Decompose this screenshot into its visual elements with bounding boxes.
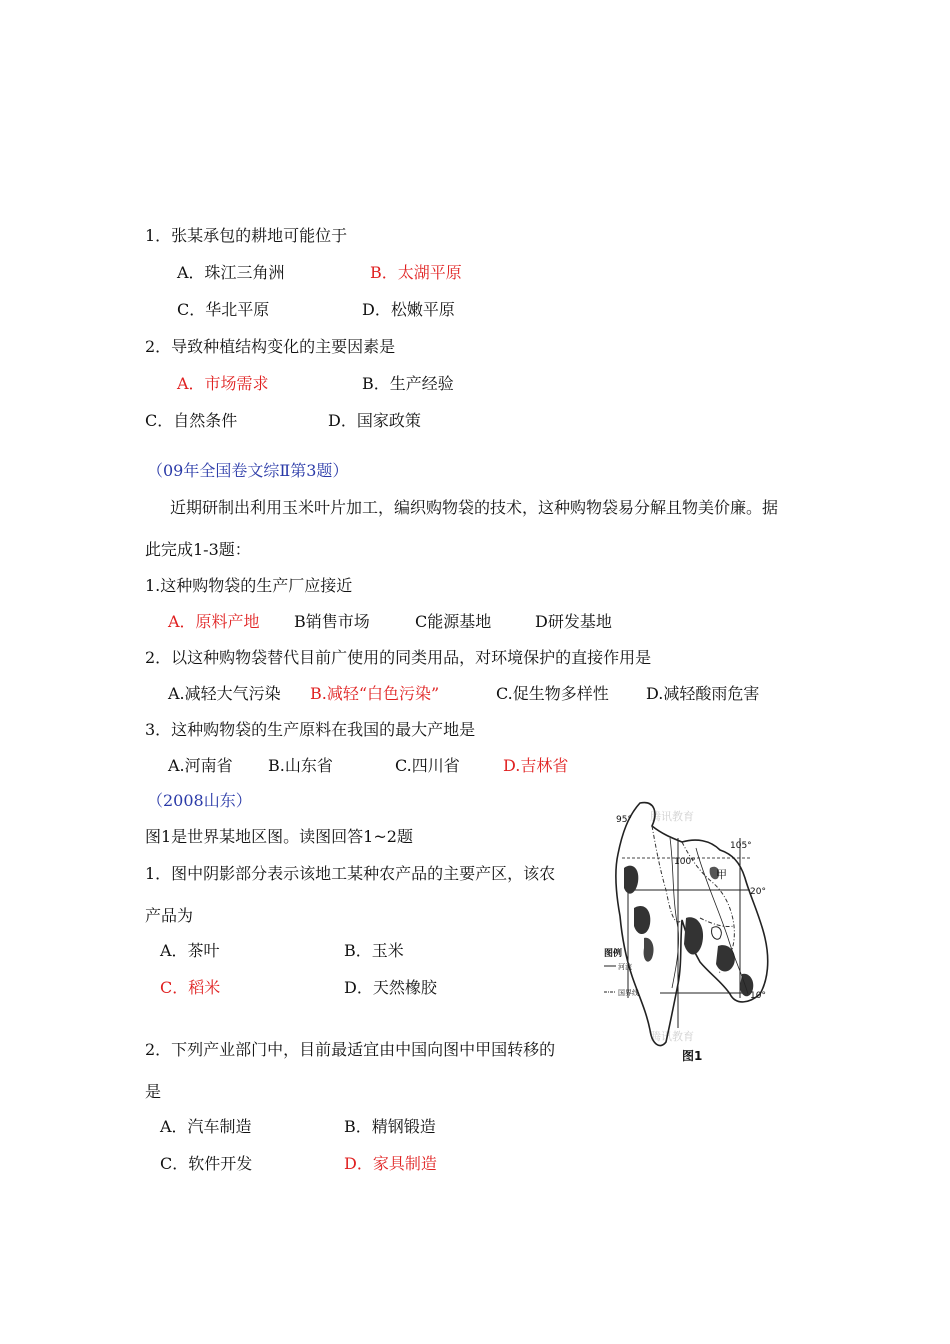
shaded-area — [634, 906, 650, 934]
option-c-answer: C．稻米 — [160, 978, 221, 997]
option-a-answer: A．原料产地 — [168, 612, 260, 631]
legend-border-label: 国界线 — [618, 989, 639, 997]
lake — [712, 927, 722, 940]
option-a-answer: A．市场需求 — [177, 374, 269, 393]
option-a: A．珠江三角洲 — [177, 263, 285, 282]
question-2-stem: 2．导致种植结构变化的主要因素是 — [145, 337, 396, 356]
shaded-area — [684, 917, 703, 954]
option-a: A.减轻大气污染 — [168, 684, 281, 703]
question-2-stem: 2．以这种购物袋替代目前广使用的同类用品，对环境保护的直接作用是 — [145, 648, 652, 667]
longitude-label: 95° — [616, 815, 632, 825]
figure-caption: 图1 — [682, 1049, 703, 1063]
longitude-label: 105° — [730, 841, 752, 851]
option-d: D研发基地 — [535, 612, 612, 631]
country-label: 甲 — [716, 868, 727, 881]
option-d: D．国家政策 — [328, 411, 421, 430]
option-c: C.促生物多样性 — [496, 684, 609, 703]
option-d: D．天然橡胶 — [344, 978, 437, 997]
option-d-answer: D.吉林省 — [503, 756, 569, 775]
question-2-stem: 2．下列产业部门中，目前最适宜由中国向图中甲国转移的 — [145, 1040, 556, 1059]
longitude-label: 100° — [674, 857, 696, 867]
option-b-answer: B.减轻“白色污染” — [310, 684, 440, 703]
source-label: （2008山东） — [147, 791, 252, 810]
option-d-answer: D．家具制造 — [344, 1154, 437, 1173]
option-b-answer: B．太湖平原 — [370, 263, 462, 282]
figure-intro: 图1是世界某地区图。读图回答1~2题 — [145, 827, 413, 846]
watermark-text: 腾讯教育 — [650, 1030, 694, 1043]
option-a: A.河南省 — [168, 756, 233, 775]
question-3-stem: 3．这种购物袋的生产原料在我国的最大产地是 — [145, 720, 476, 739]
option-a: A．汽车制造 — [160, 1117, 252, 1136]
option-c: C．自然条件 — [145, 411, 238, 430]
legend-river-label: 河流 — [618, 963, 632, 971]
question-1-stem: 1．图中阴影部分表示该地工某种农产品的主要产区，该农 — [145, 864, 556, 883]
option-c: C能源基地 — [415, 612, 492, 631]
question-1-stem-cont: 产品为 — [145, 906, 194, 925]
option-b: B销售市场 — [294, 612, 370, 631]
option-c: C．软件开发 — [160, 1154, 253, 1173]
question-2-stem-cont: 是 — [145, 1082, 162, 1101]
legend-title: 图例 — [604, 949, 623, 959]
option-c: C.四川省 — [395, 756, 460, 775]
source-label: （09年全国卷文综Ⅱ第3题） — [147, 461, 349, 480]
border-line — [700, 918, 734, 927]
intro-text: 近期研制出利用玉米叶片加工，编织购物袋的技术，这种购物袋易分解且物美价廉。据 — [170, 498, 779, 517]
option-c: C．华北平原 — [177, 300, 270, 319]
option-b: B．精钢锻造 — [344, 1117, 436, 1136]
option-a: A．茶叶 — [160, 941, 220, 960]
intro-text-cont: 此完成1-3题： — [145, 540, 251, 559]
option-d: D．松嫩平原 — [362, 300, 455, 319]
question-1-stem: 1.这种购物袋的生产厂应接近 — [145, 576, 353, 595]
latitude-label: 10° — [750, 991, 766, 1001]
option-b: B.山东省 — [268, 756, 333, 775]
southeast-asia-map — [600, 798, 780, 1068]
shaded-area — [624, 866, 638, 894]
shaded-area — [644, 938, 654, 962]
option-b: B．玉米 — [344, 941, 404, 960]
option-d: D.减轻酸雨危害 — [646, 684, 760, 703]
question-1-stem: 1．张某承包的耕地可能位于 — [145, 226, 348, 245]
latitude-label: 20° — [750, 887, 766, 897]
watermark-text: 腾讯教育 — [650, 810, 694, 823]
option-b: B．生产经验 — [362, 374, 454, 393]
